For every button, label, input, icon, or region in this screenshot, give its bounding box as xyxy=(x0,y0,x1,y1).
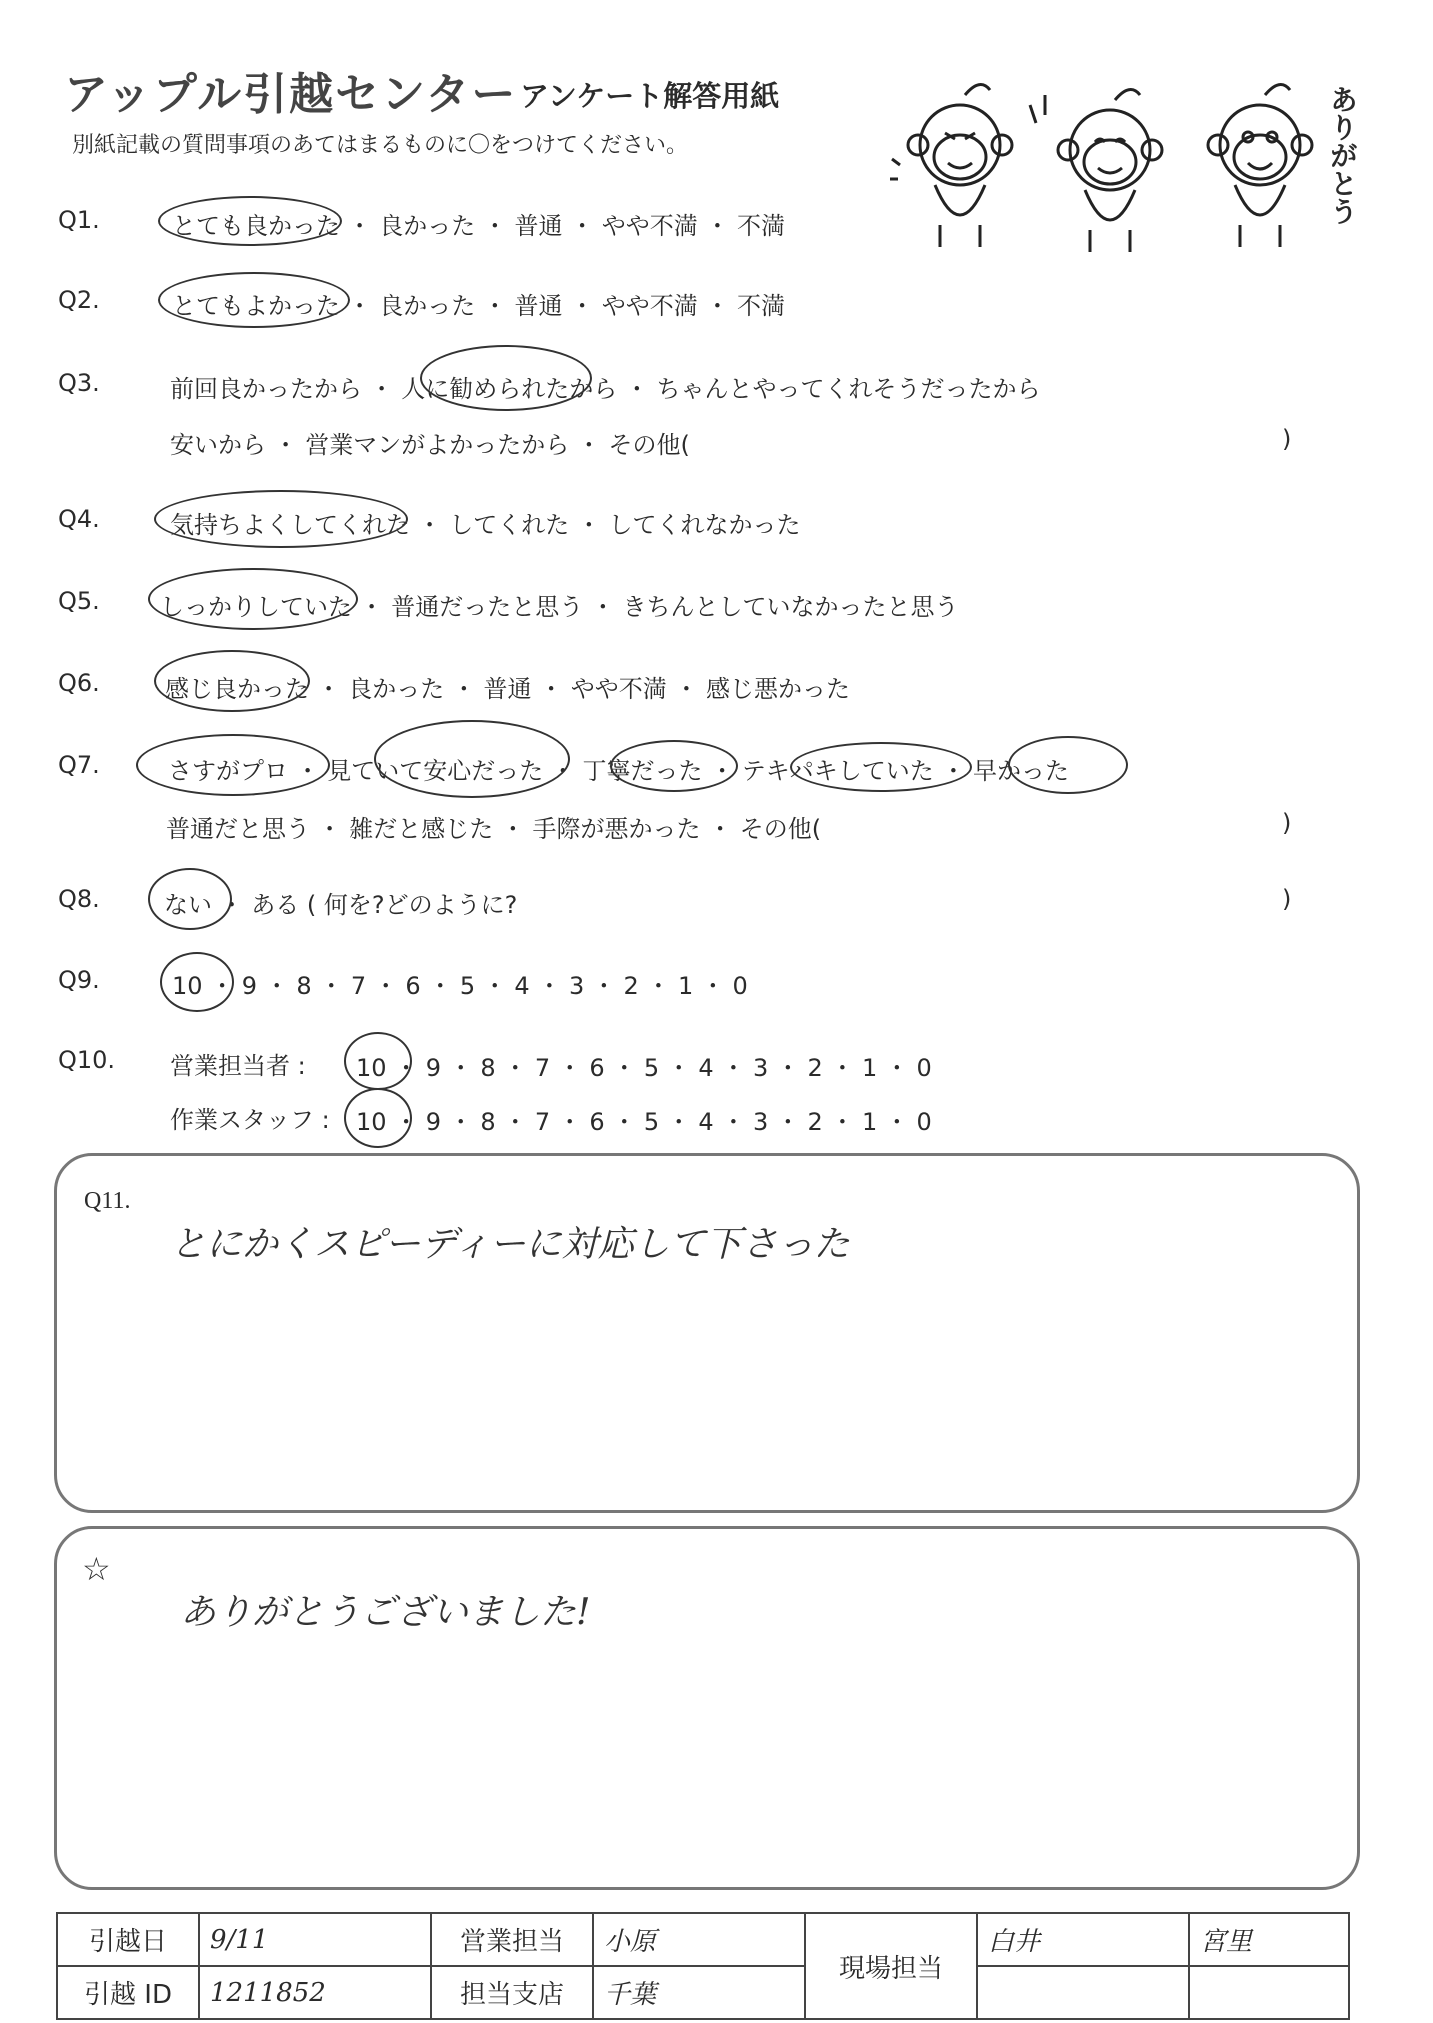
q11-handwritten-answer: とにかくスピーディーに対応して下さった xyxy=(170,1224,850,1265)
q10-sales-selection-circle xyxy=(344,1032,412,1090)
q10-label: Q10. xyxy=(58,1046,116,1074)
q5-label: Q5. xyxy=(58,587,100,615)
q10-staff-selection-circle xyxy=(344,1088,412,1148)
q8-close-paren: ) xyxy=(1282,885,1292,913)
q7-label: Q7. xyxy=(58,751,100,779)
move-id-label: 引越 ID xyxy=(57,1966,199,2019)
q5-options: しっかりしていた ・ 普通だったと思う ・ きちんとしていなかったと思う xyxy=(160,593,959,621)
q3-options-line1: 前回良かったから ・ 人に勧められたから ・ ちゃんとやってくれそうだったから xyxy=(170,375,1041,403)
q2-options: とてもよかった ・ 良かった ・ 普通 ・ やや不満 ・ 不満 xyxy=(172,292,786,320)
q10-sales-scale: 10 ・ 9 ・ 8 ・ 7 ・ 6 ・ 5 ・ 4 ・ 3 ・ 2 ・ 1 ・ 0 xyxy=(356,1054,932,1082)
q10-staff-scale: 10 ・ 9 ・ 8 ・ 7 ・ 6 ・ 5 ・ 4 ・ 3 ・ 2 ・ 1 ・ 0 xyxy=(356,1108,932,1136)
monkey-2 xyxy=(1030,90,1162,252)
mascot-caption: ありがとう xyxy=(1326,85,1359,225)
site-rep-1: 白井 xyxy=(977,1913,1189,1966)
comment-handwritten: ありがとうございました! xyxy=(180,1592,591,1633)
q1-selection-circle xyxy=(158,196,342,246)
q3-label: Q3. xyxy=(58,369,100,397)
q2-selection-circle xyxy=(158,272,350,328)
mascot-monkeys-image xyxy=(890,75,1360,255)
move-date-value: 9/11 xyxy=(199,1913,431,1966)
q6-options: 感じ良かった ・ 良かった ・ 普通 ・ やや不満 ・ 感じ悪かった xyxy=(165,675,851,703)
q2-label: Q2. xyxy=(58,286,100,314)
q4-selection-circle xyxy=(154,490,408,548)
q11-answer-box xyxy=(54,1153,1360,1513)
q8-selection-circle xyxy=(148,868,232,930)
q6-label: Q6. xyxy=(58,669,100,697)
q7-selection-circle-3 xyxy=(610,740,738,792)
site-rep-empty-2 xyxy=(1189,1966,1349,2019)
q5-selection-circle xyxy=(148,568,358,630)
q1-options: とても良かった ・ 良かった ・ 普通 ・ やや不満 ・ 不満 xyxy=(172,212,786,240)
q6-selection-circle xyxy=(154,650,310,712)
star-icon: ☆ xyxy=(82,1551,111,1587)
q9-scale: 10 ・ 9 ・ 8 ・ 7 ・ 6 ・ 5 ・ 4 ・ 3 ・ 2 ・ 1 ・ 0 xyxy=(172,972,748,1000)
q11-label: Q11. xyxy=(84,1188,131,1214)
q4-label: Q4. xyxy=(58,505,100,533)
sales-rep-value: 小原 xyxy=(593,1913,805,1966)
q7-options-line1: さすがプロ ・ 見ていて安心だった ・ 丁寧だった ・ テキパキしていた ・ 早かった xyxy=(168,757,1070,785)
q7-selection-circle-5 xyxy=(1008,736,1128,794)
company-title: アップル引越センター xyxy=(64,69,518,120)
instructions: 別紙記載の質問事項のあてはまるものに〇をつけてください。 xyxy=(72,133,689,158)
move-date-label: 引越日 xyxy=(57,1913,199,1966)
q8-options: ない ・ ある ( 何を?どのように? xyxy=(164,891,518,919)
q7-selection-circle-2 xyxy=(374,720,570,798)
q7-options-line2: 普通だと思う ・ 雑だと感じた ・ 手際が悪かった ・ その他( xyxy=(166,815,822,843)
move-id-value: 1211852 xyxy=(199,1966,431,2019)
footer-info-table xyxy=(56,1912,1350,2020)
form-subtitle: アンケート解答用紙 xyxy=(520,79,780,113)
q1-label: Q1. xyxy=(58,206,100,234)
q10-sales-label: 営業担当者 : xyxy=(170,1052,306,1080)
site-rep-empty-1 xyxy=(977,1966,1189,2019)
comment-box xyxy=(54,1526,1360,1890)
q9-selection-circle xyxy=(160,952,234,1012)
q3-options-line2: 安いから ・ 営業マンがよかったから ・ その他( xyxy=(170,431,690,459)
branch-label: 担当支店 xyxy=(431,1966,593,2019)
q10-staff-label: 作業スタッフ : xyxy=(170,1106,330,1134)
q9-label: Q9. xyxy=(58,966,100,994)
q7-close-paren: ) xyxy=(1282,809,1292,837)
sales-rep-label: 営業担当 xyxy=(431,1913,593,1966)
site-rep-2: 宮里 xyxy=(1189,1913,1349,1966)
q7-selection-circle-4 xyxy=(790,742,972,792)
q3-close-paren: ) xyxy=(1282,425,1292,453)
monkey-1 xyxy=(890,85,1012,247)
q4-options: 気持ちよくしてくれた ・ してくれた ・ してくれなかった xyxy=(170,511,801,539)
site-rep-label: 現場担当 xyxy=(805,1913,977,2019)
q3-selection-circle xyxy=(420,345,592,411)
q8-label: Q8. xyxy=(58,885,100,913)
branch-value: 千葉 xyxy=(593,1966,805,2019)
monkey-3 xyxy=(1208,85,1312,247)
q7-selection-circle-1 xyxy=(136,734,330,796)
